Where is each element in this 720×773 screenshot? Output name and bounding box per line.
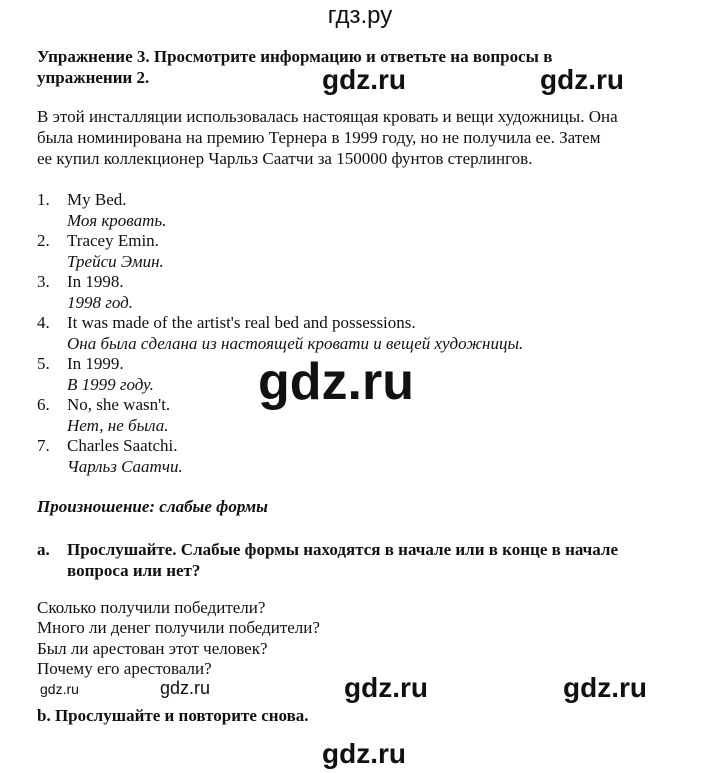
exercise-title-line2: упражнении 2. <box>37 68 150 87</box>
paragraph-line: ее купил коллекционер Чарльз Саатчи за 150000 фунтов стерлингов. <box>37 149 533 168</box>
watermark: gdz.ru <box>258 353 414 411</box>
item-translation: В 1999 году. <box>67 374 154 394</box>
watermark: gdz.ru <box>322 64 406 95</box>
item-translation: Нет, не была. <box>67 415 169 435</box>
item-english: In 1999. <box>67 354 124 373</box>
item-english: My Bed. <box>67 190 127 209</box>
question-item: Сколько получили победители? <box>37 598 266 617</box>
task-a <box>37 539 618 581</box>
item-number: 2. <box>37 231 50 250</box>
item-english: It was made of the artist's real bed and possessions. <box>67 313 416 332</box>
list-item <box>37 436 523 477</box>
paragraph-line: В этой инсталляции использовалась настоящая кровать и вещи художницы. Она <box>37 107 618 126</box>
task-a-line1: Прослушайте. Слабые формы находятся в начале или в конце в начале <box>67 540 618 559</box>
exercise-title-line1: Упражнение 3. Просмотрите информацию и ответьте на вопросы в <box>37 47 553 66</box>
intro-paragraph <box>37 106 618 169</box>
list-item <box>37 190 523 231</box>
item-number: 5. <box>37 354 50 373</box>
task-b: b. Прослушайте и повторите снова. <box>37 706 309 725</box>
item-english: Tracey Emin. <box>67 231 159 250</box>
site-logo: гдз.ру <box>327 2 393 29</box>
item-number: 7. <box>37 436 50 455</box>
pronunciation-heading: Произношение: слабые формы <box>37 497 268 516</box>
watermark: gdz.ru <box>160 678 211 698</box>
watermark: gdz.ru <box>563 672 647 703</box>
item-translation: Трейси Эмин. <box>67 251 164 271</box>
item-english: No, she wasn't. <box>67 395 171 414</box>
list-item <box>37 231 523 272</box>
item-number: 6. <box>37 395 50 414</box>
question-list <box>37 598 320 679</box>
answer-list <box>37 190 523 477</box>
watermark: gdz.ru <box>344 672 428 703</box>
item-number: 1. <box>37 190 50 209</box>
question-item: Почему его арестовали? <box>37 658 212 678</box>
task-a-line2: вопроса или нет? <box>67 561 201 580</box>
question-item: Был ли арестован этот человек? <box>37 638 268 658</box>
item-translation: 1998 год. <box>67 292 134 312</box>
list-item <box>37 272 523 313</box>
item-english: Charles Saatchi. <box>67 436 178 455</box>
watermark: gdz.ru <box>322 738 406 769</box>
item-translation: Чарльз Саатчи. <box>67 456 183 476</box>
item-number: 4. <box>37 313 50 332</box>
watermark: gdz.ru <box>540 64 624 95</box>
question-item: Много ли денег получили победители? <box>37 618 320 638</box>
item-number: 3. <box>37 272 50 291</box>
list-item <box>37 313 523 354</box>
item-english: In 1998. <box>67 272 124 291</box>
watermark: gdz.ru <box>40 681 79 697</box>
task-a-letter: a. <box>37 540 50 559</box>
paragraph-line: была номинирована на премию Тернера в 1999 году, но не получила ее. Затем <box>37 128 601 147</box>
exercise-title <box>37 46 552 88</box>
item-translation: Моя кровать. <box>67 210 167 230</box>
item-translation: Она была сделана из настоящей кровати и вещей художницы. <box>67 333 524 353</box>
